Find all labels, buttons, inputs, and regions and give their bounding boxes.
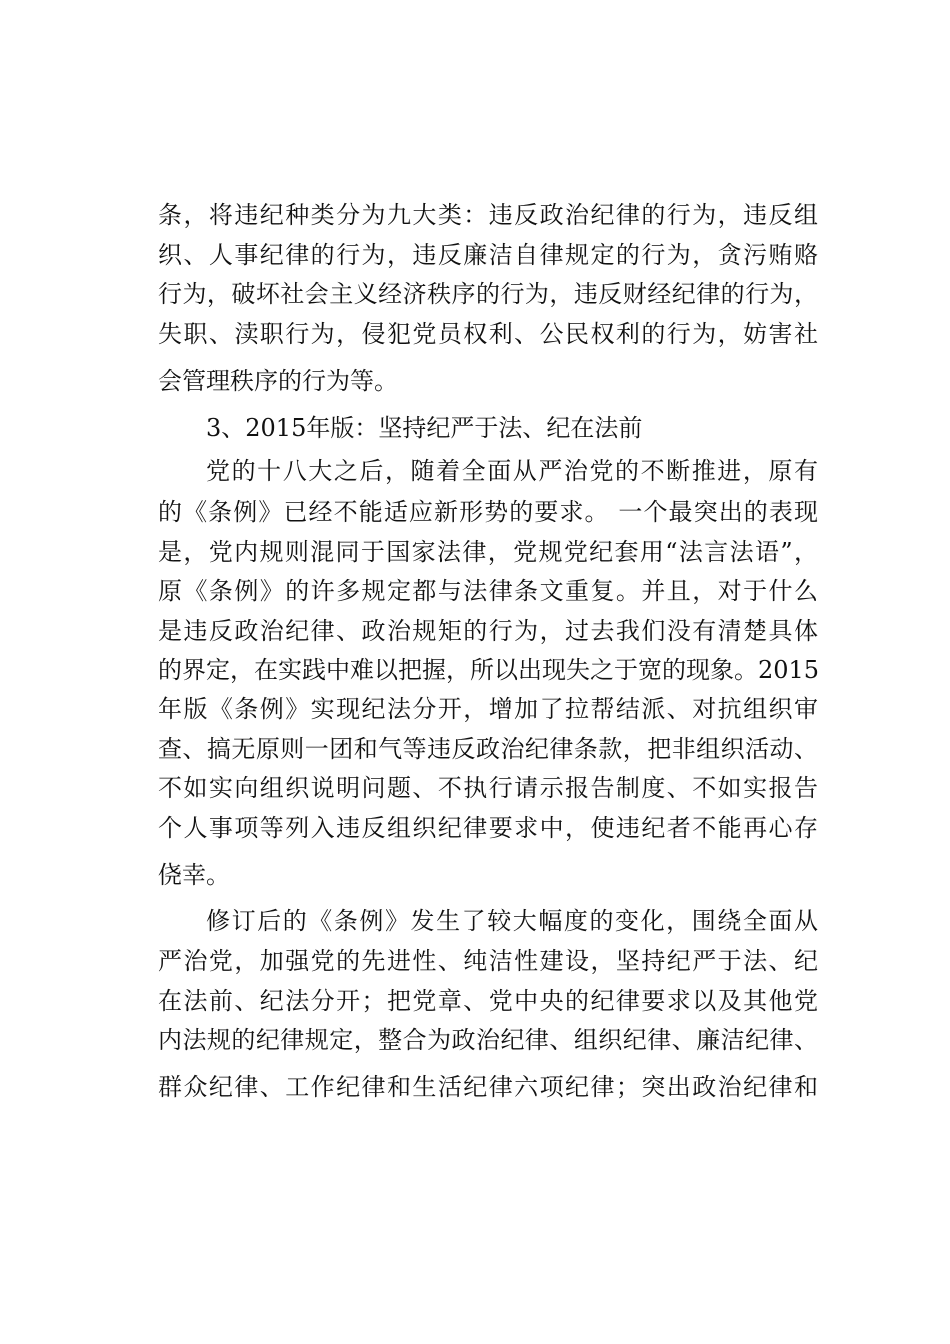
paragraph-2-line-7: 年版《条例》实现纪法分开，增加了拉帮结派、对抗组织审 — [158, 695, 818, 723]
paragraph-3-line-5: 群众纪律、工作纪律和生活纪律六项纪律；突出政治纪律和 — [158, 1073, 818, 1101]
paragraph-2-line-9: 不如实向组织说明问题、不执行请示报告制度、不如实报告 — [158, 774, 818, 802]
paragraph-2-line-3: 是，党内规则混同于国家法律，党规党纪套用“法言法语”， — [158, 538, 818, 566]
paragraph-2-line-2: 的《条例》已经不能适应新形势的要求。 一个最突出的表现 — [158, 498, 818, 526]
text-line-2: 织、人事纪律的行为，违反廉洁自律规定的行为，贪污贿赂 — [158, 241, 818, 269]
paragraph-2-line-5: 是违反政治纪律、政治规矩的行为，过去我们没有清楚具体 — [158, 617, 818, 645]
section-heading: 3、2015年版：坚持纪严于法、纪在法前 — [206, 414, 643, 442]
paragraph-2-line-4: 原《条例》的许多规定都与法律条文重复。并且，对于什么 — [158, 577, 818, 605]
paragraph-2-line-6: 的界定，在实践中难以把握，所以出现失之于宽的现象。2015 — [158, 656, 820, 684]
paragraph-2-line-11: 侥幸。 — [158, 861, 230, 889]
text-line-1: 条，将违纪种类分为九大类：违反政治纪律的行为，违反组 — [158, 201, 818, 229]
text-line-4: 失职、渎职行为，侵犯党员权利、公民权利的行为，妨害社 — [158, 320, 818, 348]
paragraph-3-line-3: 在法前、纪法分开；把党章、党中央的纪律要求以及其他党 — [158, 987, 818, 1015]
paragraph-3-line-2: 严治党，加强党的先进性、纯洁性建设，坚持纪严于法、纪 — [158, 947, 818, 975]
text-line-5: 会管理秩序的行为等。 — [158, 367, 398, 395]
paragraph-2-line-8: 查、搞无原则一团和气等违反政治纪律条款，把非组织活动、 — [158, 735, 818, 763]
paragraph-2-line-10: 个人事项等列入违反组织纪律要求中，使违纪者不能再心存 — [158, 814, 818, 842]
paragraph-3-line-1: 修订后的《条例》发生了较大幅度的变化，围绕全面从 — [206, 907, 818, 935]
text-line-3: 行为，破坏社会主义经济秩序的行为，违反财经纪律的行为， — [158, 280, 818, 308]
paragraph-2-line-1: 党的十八大之后，随着全面从严治党的不断推进，原有 — [206, 457, 818, 485]
paragraph-3-line-4: 内法规的纪律规定，整合为政治纪律、组织纪律、廉洁纪律、 — [158, 1026, 818, 1054]
